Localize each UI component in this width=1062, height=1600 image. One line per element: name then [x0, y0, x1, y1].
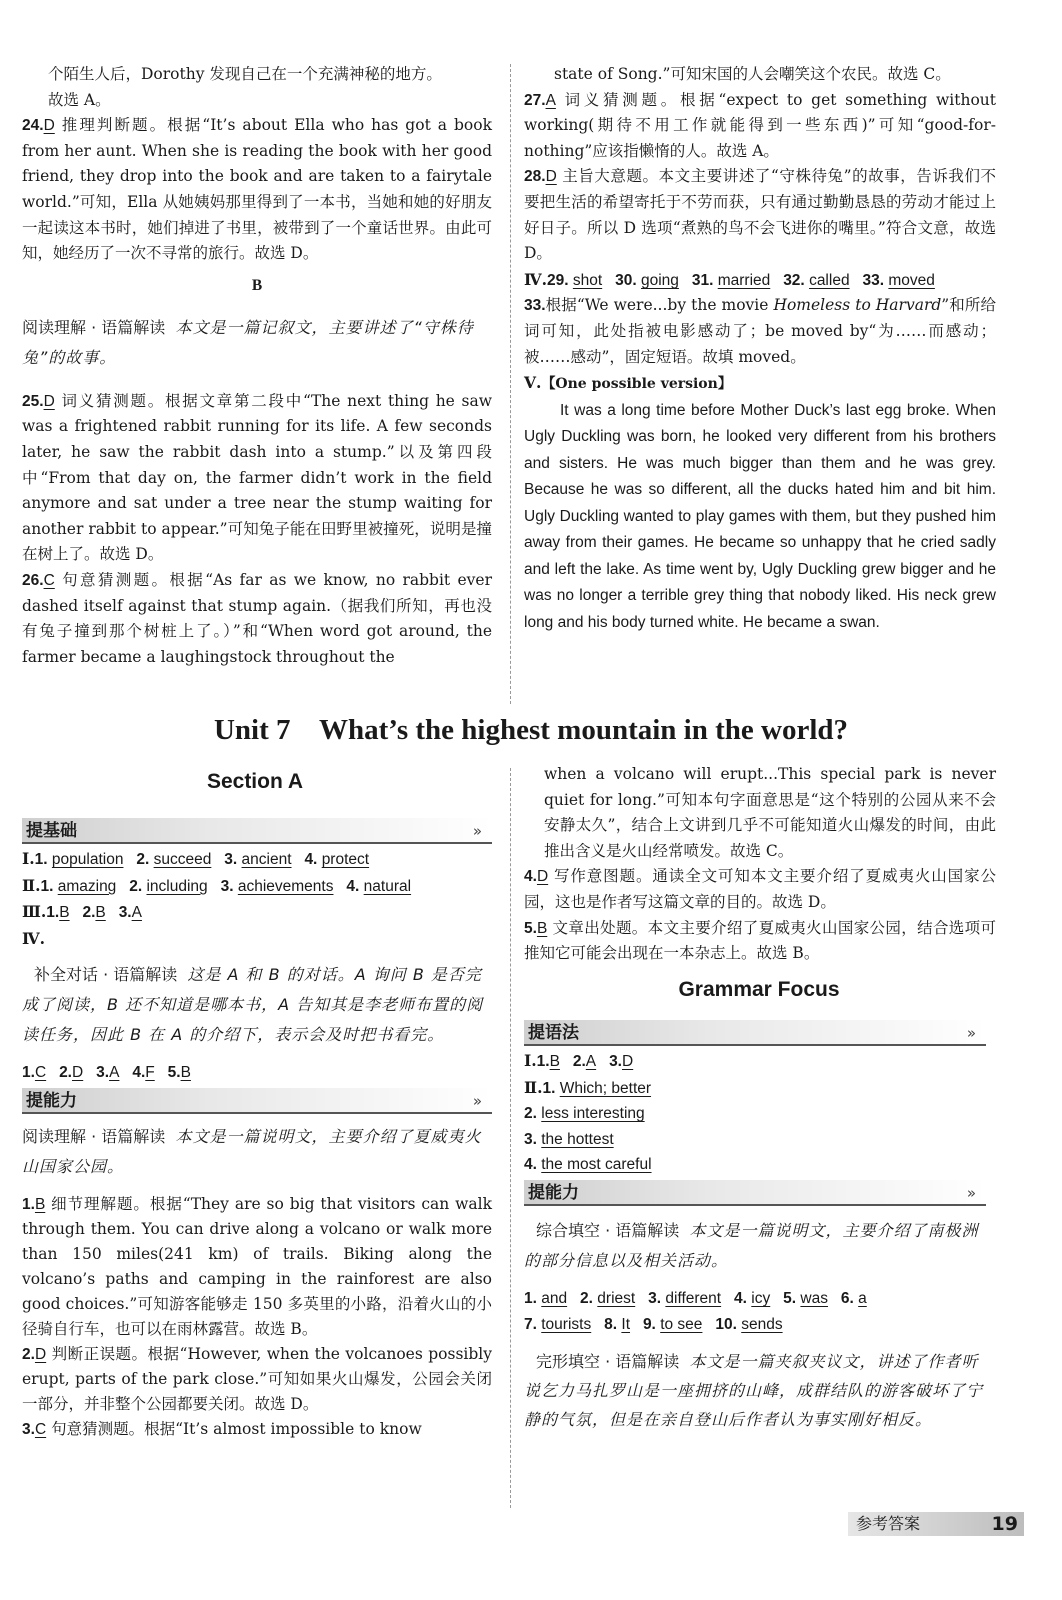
grammar-item [524, 1127, 986, 1153]
answer-letter: D [72, 1064, 84, 1082]
roman-numeral: Ⅲ. [22, 902, 47, 922]
item-number: 1. [46, 904, 60, 922]
answer-word: less interesting [541, 1105, 645, 1123]
answer-word: was [800, 1289, 828, 1307]
section-bar-grammar [524, 1020, 986, 1046]
answer-word: a [858, 1289, 867, 1307]
summary-label: 阅读理解 · 语篇解读 [22, 317, 166, 337]
item-number: 3. [524, 1130, 537, 1148]
part-3-answers [22, 899, 492, 926]
item-number: 1. [40, 877, 54, 895]
item-number: 2. [572, 1053, 586, 1070]
item-number: 4. [132, 1064, 146, 1082]
summary-text: 本文是一篇说明文，主要介绍了夏威夷火山国家公园。 [22, 1126, 482, 1176]
question-number: 26. [22, 571, 44, 589]
item-number: 1. [524, 1289, 537, 1307]
answer-word: shot [572, 271, 603, 289]
item-number: 32. [783, 271, 805, 289]
answer-word: going [640, 271, 679, 289]
footer-label: 参考答案 [856, 1514, 921, 1533]
chevron-right-icon: » [966, 1183, 976, 1202]
dialog-summary [22, 956, 492, 1054]
item-number: 3. [648, 1289, 662, 1307]
item-number: 1. [34, 851, 48, 868]
fill-answers-row-2 [524, 1312, 986, 1338]
part-4-label [22, 926, 492, 953]
bar-label: 提语法 [528, 1023, 579, 1043]
part-2-answers [22, 873, 492, 900]
answer-26 [22, 568, 492, 670]
explanation: 根据“We were...by the movie [545, 296, 774, 315]
text-line: 故选 A。 [48, 90, 111, 109]
item-number: 2. [580, 1289, 593, 1307]
answer-letter: A [545, 91, 556, 109]
question-number: 27. [524, 91, 546, 109]
answer-33 [524, 293, 996, 370]
part-4-answers [524, 267, 996, 294]
text-line: 个陌生人后，Dorothy 发现自己在一个充满神秘的地方。 [48, 65, 442, 83]
item-number: 3. [96, 1064, 110, 1082]
explanation: 词义猜测题。根据“expect to get something without working(期待不用工作就能得到一些东西)”可知“good-for-nothing”应该指懒惰的人。故选 A。 [524, 90, 996, 160]
explanation: 判断正误题。根据“However, when the volcanoes possibly erupt, parts of the park close.”可知如果火山爆发，公园会关闭一部分，并非整个公园都要关闭。故选 D。 [22, 1344, 492, 1413]
answer-word: different [665, 1289, 722, 1307]
roman-numeral: Ⅳ. [524, 269, 547, 289]
item-number: 29. [547, 271, 569, 289]
explanation: ”和所给词可知，此处指被电影感动了；be moved by“为……而感动；被……感动”，固定短语。故填 moved。 [524, 296, 996, 366]
passage-summary [22, 1118, 492, 1186]
grammar-part-1 [524, 1048, 986, 1075]
item-number: 4. [304, 851, 318, 868]
grammar-item [524, 1152, 986, 1178]
answer-letter: D [43, 117, 55, 135]
unit-title: Unit 7 What’s the highest mountain in the world? [213, 714, 849, 746]
item-number: 5. [783, 1289, 797, 1307]
answer-25 [22, 389, 492, 568]
summary-text: 本文是一篇记叙文，主要讲述了“守株待兔”的故事。 [22, 317, 474, 367]
answer-letter: B [34, 1195, 46, 1213]
right-bottom-column [524, 762, 996, 967]
grammar-item [524, 1101, 986, 1127]
text-line: state of Song.”可知宋国的人会嘲笑这个农民。故选 C。 [554, 65, 951, 83]
roman-numeral: Ⅰ. [22, 849, 35, 868]
part-1-answers [22, 846, 492, 873]
fill-answers-row-1 [524, 1286, 986, 1312]
answer-letter: B [95, 904, 106, 922]
answer-27 [524, 88, 996, 165]
version-label: 【One possible version】 [541, 376, 732, 393]
answer-word: to see [660, 1315, 703, 1333]
answer-word: natural [363, 877, 412, 895]
section-bar-ability [22, 1088, 492, 1114]
roman-numeral: Ⅰ. [524, 1051, 537, 1070]
item-number: 6. [840, 1289, 854, 1307]
answer-word: It [621, 1315, 631, 1333]
item-number: 3. [609, 1053, 622, 1070]
sample-essay: It was a long time before Mother Duck’s last egg broke. When Ugly Duckling was born, he looked very different from his brothers and sisters. He was much bigger than them and he was grey. Because he was so different, all the ducks hated him and bit him. Ugly Duckling wanted to play games with them, but they pushed him away from their games. He became so unhappy that he cried sadly and left the lake. As time went by, Ugly Duckling grew bigger and he was no longer a terrible grey thing that nobody liked. His neck grew long and his body turned white. He became a swan. [524, 401, 996, 631]
question-number: 33. [524, 297, 546, 315]
explanation: 句意猜测题。根据“As far as we know, no rabbit ever dashed itself against that stump again.（据我们所知，再也没有兔子撞到那个树桩上了。）”和“When word got around, the farmer became a laughingstock throughout the [22, 570, 492, 666]
explanation: 词义猜测题。根据文章第二段中“The next thing he saw was a frightened rabbit running for its life. A few seconds later, he saw the rabbit dash into a stump.”以及第四段中“From that day on, the farmer didn’t work in the field anymore and sat under a tree near the stump waiting for another rabbit to appear.”可知兔子能在田野里被撞死，说明是撞在树上了。故选 D。 [22, 391, 492, 564]
dialog-answers [22, 1060, 492, 1086]
item-number: 1. [22, 1064, 35, 1082]
section-bar-basics [22, 818, 492, 844]
explanation: 主旨大意题。本文主要讲述了“守株待兔”的故事，告诉我们不要把生活的希望寄托于不劳而获，只有通过勤勤恳恳的劳动才能过上好日子。所以 D 选项“煮熟的鸟不会飞进你的嘴里。”符合文意，故选 D。 [524, 167, 996, 263]
left-top-column [22, 62, 492, 670]
item-number: 4. [346, 877, 360, 895]
summary-text: 本文是一篇夹叙夹议文，讲述了作者听说乞力马扎罗山是一座拥挤的山峰，成群结队的游客破坏了宁静的气氛，但是在亲自登山后作者认为事实刚好相反。 [524, 1352, 984, 1430]
explanation: 细节理解题。根据“They are so big that visitors can walk through them. You can drive along a volcano or walk more than 150 miles(241 km) of trails. Biking along the volcano’s paths and camping in the rainforest are also good choices.”可知游客能够走 150 多英里的小路，沿着火山的小径骑自行车，也可以在雨林露营。故选 B。 [22, 1194, 492, 1338]
text-line: when a volcano will erupt...This special park is never quiet for long.”可知本句字面意思是“这个特别的公园从来不会安静太久”，结合上文讲到几乎不可能知道火山爆发的时间，由此推出含义是火山经常喷发。故选 C。 [544, 765, 996, 860]
cloze-summary [524, 1343, 986, 1438]
answer-word: amazing [57, 877, 117, 895]
answer-letter: A [109, 1064, 120, 1082]
item-number: 3. [118, 904, 132, 922]
section-a-heading: Section A [206, 770, 304, 793]
movie-title: Homeless to Harvard [773, 296, 942, 315]
item-number: 8. [604, 1315, 618, 1333]
roman-numeral: Ⅱ. [524, 1077, 543, 1097]
grammar-column [524, 1020, 986, 1438]
question-number: 25. [22, 392, 44, 410]
fill-summary [524, 1212, 986, 1280]
explanation: 句意猜测题。根据“It’s almost impossible to know [46, 1419, 422, 1438]
summary-label: 综合填空 · 语篇解读 [536, 1220, 680, 1240]
column-divider [510, 64, 511, 704]
roman-numeral: Ⅴ. [524, 373, 542, 393]
answer-word: married [717, 271, 771, 289]
answer-letter: A [131, 904, 142, 922]
answer-letter: F [145, 1064, 155, 1082]
answer-letter: C [43, 571, 55, 589]
answer-word: protect [321, 851, 370, 868]
grammar-part-2 [524, 1075, 986, 1102]
answer-word: the hottest [541, 1130, 614, 1148]
answer-letter: B [180, 1064, 191, 1082]
question-number: 2. [22, 1345, 35, 1363]
passage-summary [22, 309, 492, 377]
answer-letter: D [34, 1345, 47, 1363]
summary-text: 本文是一篇说明文，主要介绍了南极洲的部分信息以及相关活动。 [524, 1220, 979, 1270]
item-number: 1. [536, 1053, 550, 1070]
item-number: 9. [642, 1315, 656, 1333]
item-number: 2. [82, 904, 96, 922]
right-top-column [524, 62, 996, 636]
item-number: 1. [542, 1079, 556, 1097]
item-number: 2. [524, 1105, 537, 1123]
bar-label: 提能力 [528, 1182, 579, 1203]
question-number: 3. [22, 1420, 35, 1438]
bar-label: 提能力 [26, 1090, 77, 1111]
bar-label: 提基础 [26, 821, 77, 841]
item-number: 2. [136, 851, 150, 868]
page-number: 19 [991, 1513, 1018, 1535]
question-number: 4. [524, 868, 537, 886]
part-5-header [524, 370, 996, 398]
item-number: 2. [59, 1064, 72, 1082]
item-number: 3. [220, 877, 234, 895]
answer-word: ancient [241, 851, 292, 868]
item-number: 7. [524, 1315, 537, 1333]
item-number: 5. [167, 1064, 181, 1082]
item-number: 30. [615, 271, 637, 289]
summary-label: 阅读理解 · 语篇解读 [22, 1126, 166, 1146]
answer-28 [524, 164, 996, 266]
answer-letter: D [545, 168, 557, 186]
summary-text: 这是 A 和 B 的对话。A 询问 B 是否完成了阅读，B 还不知道是哪本书，A 告知其是李老师布置的阅读任务，因此 B 在 A 的介绍下，表示会及时把书看完。 [22, 965, 484, 1045]
answer-letter: D [536, 868, 549, 886]
chevron-right-icon: » [966, 1024, 976, 1042]
item-number: 3. [224, 851, 238, 868]
item-number: 33. [862, 271, 885, 289]
answer-word: driest [597, 1289, 636, 1307]
answer-word: including [146, 877, 208, 895]
answer-s4 [524, 864, 996, 915]
chevron-right-icon: » [472, 1091, 482, 1110]
answer-word: population [51, 851, 124, 868]
answer-word: the most careful [541, 1156, 652, 1174]
roman-numeral: Ⅳ. [22, 928, 45, 948]
answer-s1 [22, 1192, 492, 1342]
item-number: 10. [715, 1315, 737, 1333]
item-number: 4. [524, 1156, 537, 1174]
answer-word: icy [751, 1289, 771, 1307]
answer-word: called [809, 271, 850, 289]
question-number: 28. [524, 168, 546, 186]
answer-word: Which; better [559, 1079, 652, 1097]
answer-letter: C [34, 1064, 47, 1082]
roman-numeral: Ⅱ. [22, 875, 41, 895]
answer-word: moved [888, 271, 935, 289]
answer-word: succeed [153, 851, 212, 868]
page-footer [848, 1512, 1024, 1536]
answer-letter: A [585, 1053, 597, 1070]
answer-s3 [22, 1417, 492, 1442]
explanation: 推理判断题。根据“It’s about Ella who has got a book from her aunt. When she is reading the book with her good friend, they drop into the book and are taken to a fairytale world.”可知，Ella 从她姨妈那里得到了一本书，当她和她的好朋友一起读这本书时，她们掉进了书里，被带到了一个童话世界。由此可知，她经历了一次不寻常的旅行。故选 D。 [22, 116, 492, 263]
summary-label: 补全对话 · 语篇解读 [34, 965, 178, 985]
answer-letter: B [59, 904, 70, 922]
left-bottom-column [22, 818, 492, 1442]
item-number: 31. [691, 271, 714, 289]
answer-word: achievements [237, 877, 334, 895]
column-divider [510, 768, 511, 1508]
answer-letter: D [43, 392, 55, 410]
grammar-focus-heading: Grammar Focus [678, 978, 840, 1001]
answer-word: and [541, 1289, 568, 1307]
answer-letter: B [549, 1053, 560, 1070]
explanation: 写作意图题。通读全文可知本文主要介绍了夏威夷火山国家公园，这也是作者写这篇文章的目的。故选 D。 [524, 867, 996, 911]
answer-letter: B [536, 919, 548, 937]
question-number: 1. [22, 1195, 35, 1213]
answer-word: tourists [541, 1315, 592, 1333]
item-number: 2. [129, 877, 143, 895]
answer-letter: C [34, 1420, 47, 1438]
answer-24 [22, 113, 492, 267]
chevron-right-icon: » [472, 822, 482, 840]
answer-letter: D [622, 1053, 634, 1070]
question-number: 24. [22, 117, 44, 135]
answer-word: sends [741, 1315, 783, 1333]
section-bar-ability [524, 1180, 986, 1206]
answer-s2 [22, 1342, 492, 1417]
section-label-b: B [251, 276, 263, 294]
summary-label: 完形填空 · 语篇解读 [536, 1352, 680, 1372]
answer-s5 [524, 916, 996, 967]
question-number: 5. [524, 919, 537, 937]
item-number: 4. [734, 1289, 747, 1307]
explanation: 文章出处题。本文主要介绍了夏威夷火山国家公园，结合选项可推知它可能会出现在一本杂志上。故选 B。 [524, 918, 996, 963]
